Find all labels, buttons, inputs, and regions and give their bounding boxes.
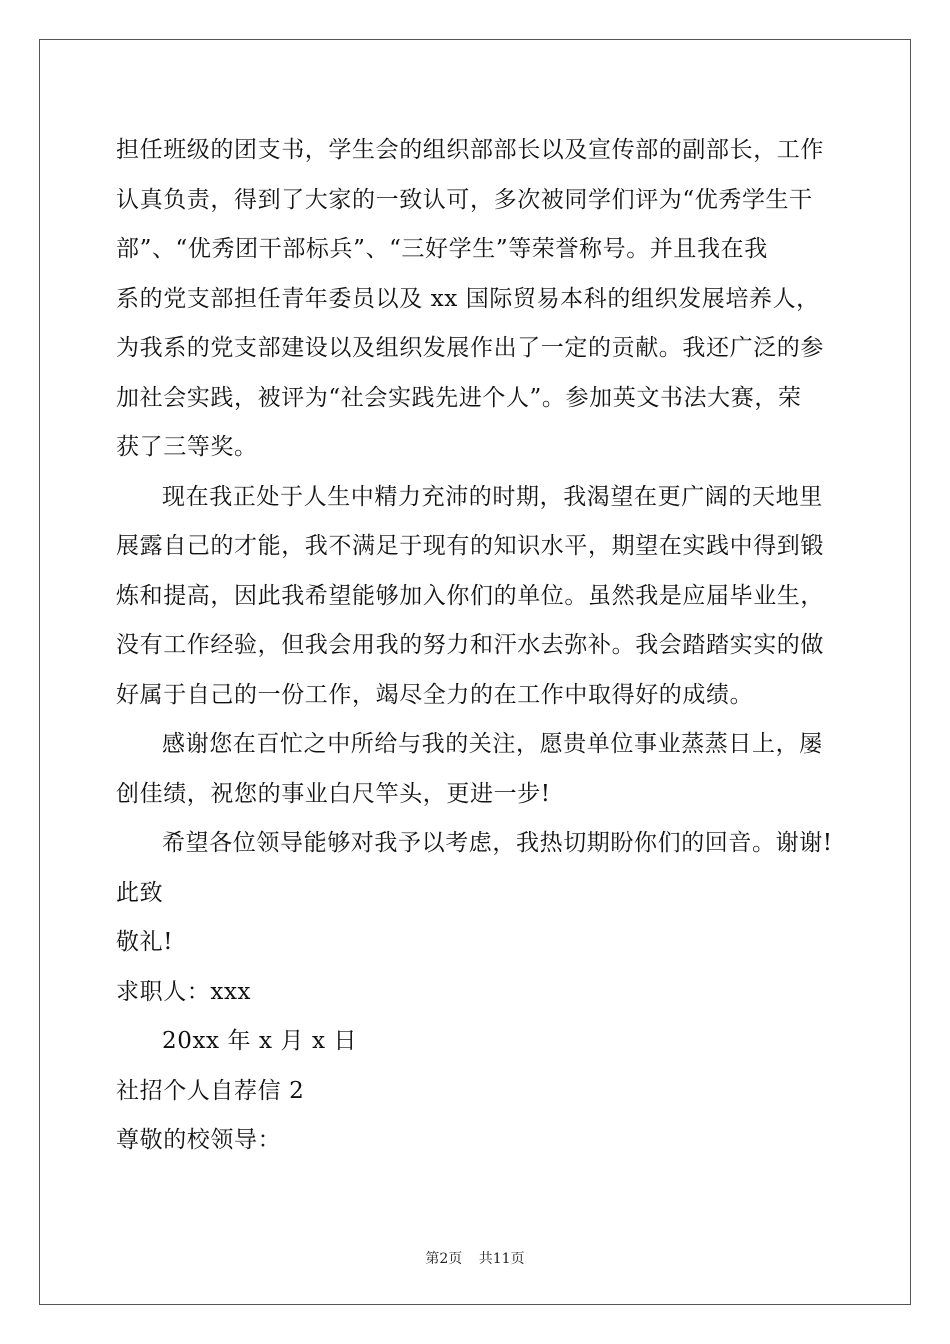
page-total: 共11页: [478, 1251, 525, 1267]
text-line: 没有工作经验，但我会用我的努力和汗水去弥补。我会踏踏实实的做: [116, 632, 824, 658]
text-line: 系的党支部担任青年委员以及 xx 国际贸易本科的组织发展培养人，: [116, 285, 820, 312]
text-line: 担任班级的团支书，学生会的组织部部长以及宣传部的副部长，工作: [116, 137, 824, 163]
section-heading: 社招个人自荐信 2: [116, 1077, 305, 1104]
date-line: 20xx 年 x 月 x 日: [162, 1028, 358, 1054]
paragraph-start: 希望各位领导能够对我予以考虑，我热切期盼你们的回音。谢谢!: [162, 830, 833, 856]
salutation-line: 敬礼!: [116, 929, 174, 955]
text-line: 加社会实践，被评为“社会实践先进个人”。参加英文书法大赛，荣: [116, 384, 802, 411]
text-line: 炼和提高，因此我希望能够加入你们的单位。虽然我是应届毕业生，: [116, 582, 824, 609]
letter-body: [116, 126, 836, 1166]
page-footer: [0, 1248, 950, 1268]
text-line: 展露自己的才能，我不满足于现有的知识水平，期望在实践中得到锻: [116, 533, 824, 559]
text-line: 获了三等奖。: [116, 434, 258, 460]
paragraph-start: 现在我正处于人生中精力充沛的时期，我渴望在更广阔的天地里: [162, 483, 823, 510]
paragraph-start: 感谢您在百忙之中所给与我的关注，愿贵单位事业蒸蒸日上，屡: [162, 731, 823, 757]
text-line: 好属于自己的一份工作，竭尽全力的在工作中取得好的成绩。: [116, 681, 754, 708]
closing-line: 此致: [116, 879, 164, 906]
signature-line: 求职人：xxx: [116, 978, 252, 1005]
greeting-line: 尊敬的校领导：: [116, 1127, 282, 1153]
text-line: 部”、“优秀团干部标兵”、“三好学生”等荣誉称号。并且我在我: [116, 236, 768, 262]
text-line: 认真负责，得到了大家的一致认可，多次被同学们评为“优秀学生干: [116, 186, 813, 213]
text-line: 创佳绩，祝您的事业白尺竿头，更进一步!: [116, 780, 551, 807]
text-line: 为我系的党支部建设以及组织发展作出了一定的贡献。我还广泛的参: [116, 335, 824, 361]
page-number: 第2页: [425, 1251, 463, 1267]
